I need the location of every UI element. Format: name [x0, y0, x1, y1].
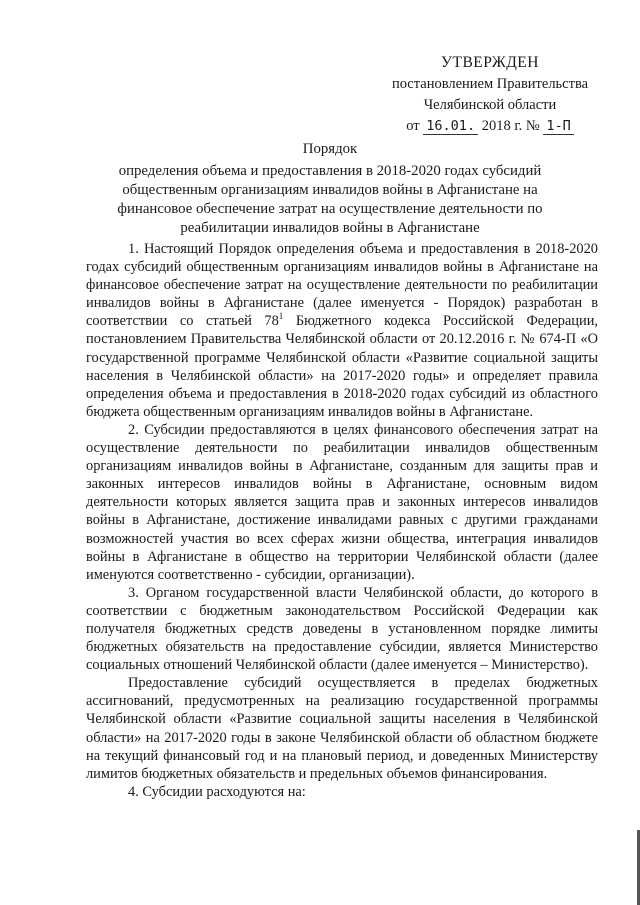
date-prefix: от: [406, 118, 420, 134]
title-word: Порядок: [302, 141, 358, 157]
handwritten-number: 1-П: [543, 118, 573, 135]
approval-line: постановлением Правительства: [391, 76, 589, 92]
paragraph-text: 1. Настоящий Порядок определения объема и предоставления в 2018-2020 годах субсидий общественным организациям инвалидов войны в Афганистане на финансовое обеспечение затрат на осуществление деятельности по реабилитации инвалидов войны в Афганистане (далее именуется - Порядок) разработан в соответствии со статьей 78: [86, 241, 598, 330]
approval-heading: УТВЕРЖДЕН: [441, 54, 539, 71]
approval-stamp: [360, 52, 620, 137]
title-line: общественным организациям инвалидов войны в Афганистане на: [122, 182, 538, 198]
document-title: [95, 140, 565, 238]
paragraph-2: 2. Субсидии предоставляются в целях финансового обеспечения затрат на осуществление деятельности по реабилитации инвалидов общественным организациям инвалидов войны в Афганистане, созданным для защиты прав и законных интересов инвалидов войны в Афганистане, основным видом деятельности которых является защита прав и законных интересов инвалидов войны в Афганистане, достижение инвалидами равных с другими гражданами возможностей участия во всех сферах жизни общества, интеграция инвалидов войны в Афганистане в общество на территории Челябинской области (далее именуются соответственно - субсидии, организации).: [86, 421, 598, 583]
title-line: определения объема и предоставления в 2018-2020 годах субсидий: [118, 163, 542, 179]
paragraph-3: 3. Органом государственной власти Челябинской области, до которого в соответствии с бюджетным законодательством Российской Федерации как получателя бюджетных средств доведены в установленном порядке лимиты бюджетных обязательств на предоставление субсидии, является Министерство социальных отношений Челябинской области (далее именуется – Министерство).: [86, 584, 598, 674]
superscript: 1: [278, 311, 284, 322]
approval-date-line: [360, 116, 620, 137]
paragraph-text: Бюджетного кодекса Российской Федерации, постановлением Правительства Челябинской области от 20.12.2016 г. № 674-П «О государственной программе Челябинской области «Развитие социальной защиты населения в Челябинской области» на 2017-2020 годы» и определяет правила определения объема и предоставления в 2018-2020 годах субсидий из областного бюджета общественным организациям инвалидов войны в Афганистане.: [86, 313, 599, 420]
handwritten-date: 16.01.: [423, 118, 478, 135]
paragraph-4: Предоставление субсидий осуществляется в пределах бюджетных ассигнований, предусмотренных на реализацию государственной программы Челябинской области «Развитие социальной защиты населения в Челябинской области» на 2017-2020 годы в законе Челябинской области об областном бюджете на текущий финансовый год и на плановый период, и доведенных Министерству лимитов бюджетных обязательств и предельных объемов финансирования.: [86, 675, 598, 782]
approval-region: Челябинской области: [423, 97, 557, 113]
document-body: [86, 240, 598, 801]
date-year: 2018 г. №: [481, 118, 540, 134]
title-line: финансовое обеспечение затрат на осуществление деятельности по: [117, 201, 543, 217]
paragraph-5: 4. Субсидии расходуются на:: [128, 783, 306, 800]
paragraph-1: [86, 240, 598, 421]
title-line: реабилитации инвалидов войны в Афганистане: [180, 220, 480, 236]
